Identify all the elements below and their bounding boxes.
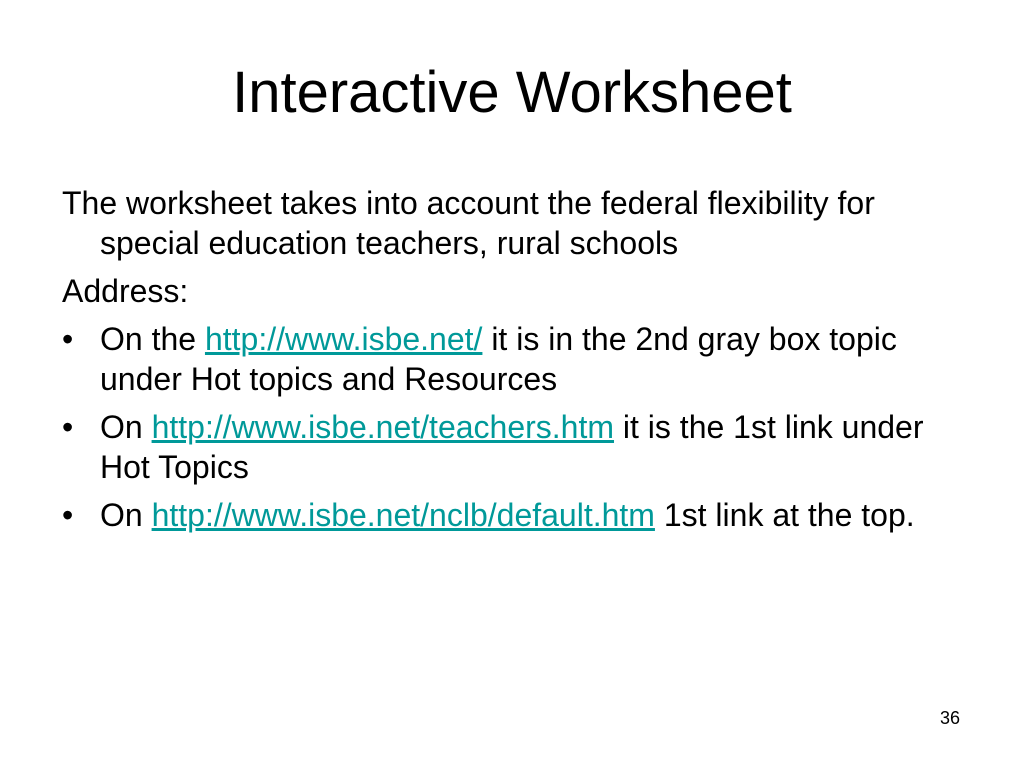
slide-title: Interactive Worksheet (232, 60, 792, 125)
bullet-text-after: it is in the 2nd gray box topic under Hot topics and Resources (100, 321, 897, 397)
bullet-icon: • (62, 321, 74, 357)
list-item (62, 495, 962, 535)
page-number: 36 (939, 708, 960, 728)
slide-body (62, 183, 962, 543)
intro-paragraph: The worksheet takes into account the federal flexibility for special education teachers, rural schools (62, 185, 875, 261)
address-label: Address: (62, 273, 189, 309)
isbe-nclb-link[interactable]: http://www.isbe.net/nclb/default.htm (151, 497, 655, 533)
list-item (62, 319, 962, 399)
bullet-icon: • (62, 409, 74, 445)
bullet-text-after: it is the 1st link under Hot Topics (100, 409, 924, 485)
bullet-text-after: 1st link at the top. (654, 497, 915, 533)
isbe-home-link[interactable]: http://www.isbe.net/ (204, 321, 483, 357)
bullet-text-before: On the (100, 321, 205, 357)
bullet-icon: • (62, 497, 74, 533)
isbe-teachers-link[interactable]: http://www.isbe.net/teachers.htm (151, 409, 615, 445)
bullet-text-before: On (100, 409, 152, 445)
bullet-text-before: On (100, 497, 152, 533)
list-item (62, 407, 962, 487)
